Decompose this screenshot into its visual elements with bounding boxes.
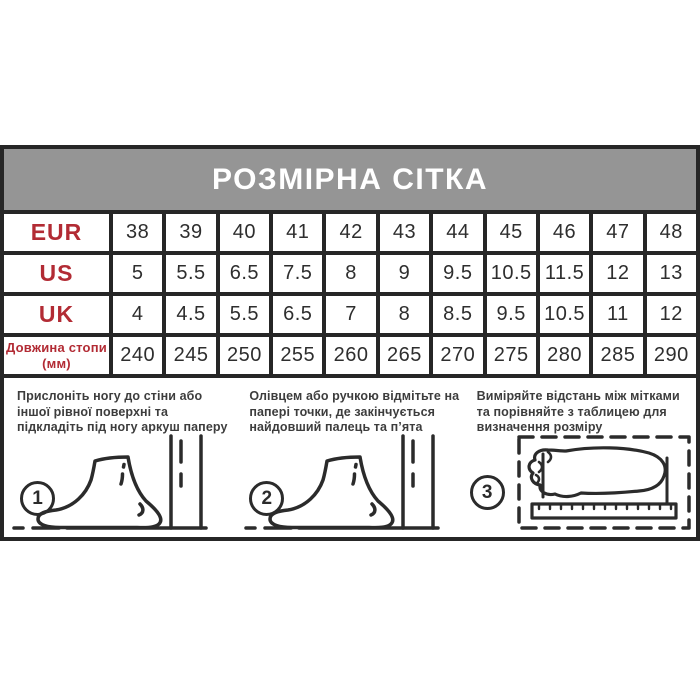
step-2-number-badge: 2 (249, 481, 284, 516)
size-cell-uk: 4.5 (164, 294, 217, 335)
size-table-row-eur (2, 212, 698, 253)
size-cell-foot-length: 245 (164, 335, 217, 376)
row-label-foot-length: Довжина стопи (мм) (2, 335, 111, 376)
size-cell-uk: 12 (645, 294, 698, 335)
size-cell-foot-length: 275 (485, 335, 538, 376)
instruction-step-2 (236, 378, 468, 537)
size-cell-us: 12 (591, 253, 644, 294)
step-3-number-badge: 3 (470, 475, 505, 510)
size-cell-us: 9.5 (431, 253, 484, 294)
size-cell-foot-length: 260 (324, 335, 377, 376)
size-cell-foot-length: 255 (271, 335, 324, 376)
size-cell-eur: 41 (271, 212, 324, 253)
size-cell-us: 8 (324, 253, 377, 294)
size-cell-us: 7.5 (271, 253, 324, 294)
size-cell-foot-length: 250 (218, 335, 271, 376)
size-cell-foot-length: 270 (431, 335, 484, 376)
size-cell-us: 6.5 (218, 253, 271, 294)
size-cell-eur: 39 (164, 212, 217, 253)
size-cell-eur: 40 (218, 212, 271, 253)
size-cell-eur: 47 (591, 212, 644, 253)
size-cell-eur: 38 (111, 212, 164, 253)
size-chart-title: РОЗМІРНА СІТКА (0, 145, 700, 210)
size-table-row-us (2, 253, 698, 294)
size-cell-foot-length: 265 (378, 335, 431, 376)
size-cell-uk: 5.5 (218, 294, 271, 335)
row-label-eur: EUR (2, 212, 111, 253)
size-cell-eur: 42 (324, 212, 377, 253)
size-table-row-uk (2, 294, 698, 335)
size-cell-foot-length: 240 (111, 335, 164, 376)
size-cell-eur: 43 (378, 212, 431, 253)
size-cell-uk: 6.5 (271, 294, 324, 335)
size-cell-eur: 48 (645, 212, 698, 253)
size-cell-uk: 9.5 (485, 294, 538, 335)
size-cell-foot-length: 285 (591, 335, 644, 376)
size-cell-uk: 8 (378, 294, 431, 335)
foot-against-wall-illustration (10, 434, 210, 534)
size-cell-foot-length: 280 (538, 335, 591, 376)
size-cell-us: 5.5 (164, 253, 217, 294)
size-cell-uk: 8.5 (431, 294, 484, 335)
row-label-uk: UK (2, 294, 111, 335)
size-cell-us: 13 (645, 253, 698, 294)
measurement-instructions (0, 378, 700, 541)
step-1-text: Прислоніть ногу до стіни або іншої рівної поверхні та підкладіть під ногу аркуш паперу (17, 389, 228, 434)
instruction-step-3 (469, 378, 696, 537)
foot-against-wall-illustration (242, 434, 442, 534)
size-cell-us: 11.5 (538, 253, 591, 294)
size-cell-uk: 4 (111, 294, 164, 335)
instruction-step-1 (4, 378, 236, 537)
step-2-text: Олівцем або ручкою відмітьте на папері точки, де закінчується найдовший палець та п’ята (249, 389, 460, 434)
size-cell-eur: 46 (538, 212, 591, 253)
step-1-number-badge: 1 (20, 481, 55, 516)
size-cell-uk: 11 (591, 294, 644, 335)
size-cell-eur: 44 (431, 212, 484, 253)
size-chart-card (0, 145, 700, 541)
size-cell-uk: 10.5 (538, 294, 591, 335)
size-cell-foot-length: 290 (645, 335, 698, 376)
size-cell-eur: 45 (485, 212, 538, 253)
row-label-us: US (2, 253, 111, 294)
size-table-row-foot-length (2, 335, 698, 376)
size-table (0, 210, 700, 378)
size-cell-uk: 7 (324, 294, 377, 335)
foot-on-ruler-illustration (469, 434, 699, 534)
size-cell-us: 5 (111, 253, 164, 294)
size-table-body (2, 212, 698, 376)
step-3-text: Виміряйте відстань між мітками та порівняйте з таблицею для визначення розміру (476, 389, 680, 434)
size-cell-us: 10.5 (485, 253, 538, 294)
size-cell-us: 9 (378, 253, 431, 294)
